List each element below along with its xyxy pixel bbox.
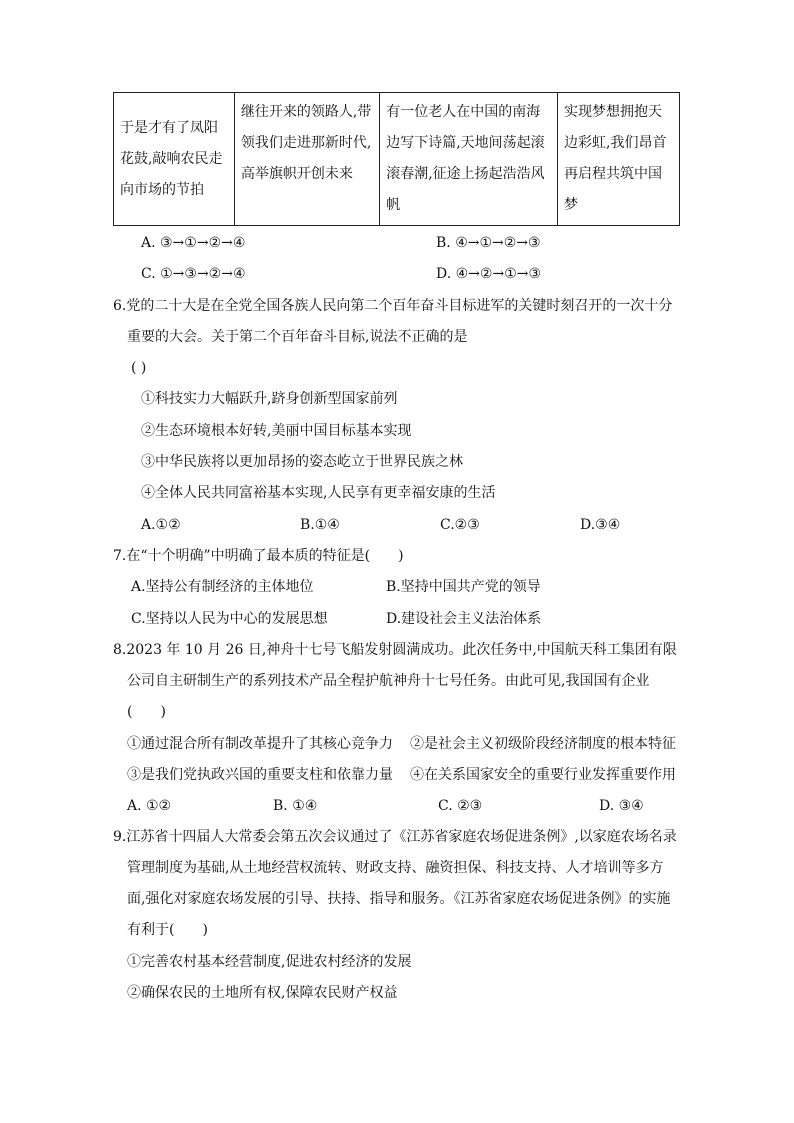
- q9-statement-1: ①完善农村基本经营制度,促进农村经济的发展: [127, 954, 412, 970]
- q7-option-c: C.坚持以人民为中心的发展思想: [131, 611, 328, 627]
- q8-option-b: B. ①④: [273, 798, 318, 814]
- q8-statement-4: ④在关系国家安全的重要行业发挥重要作用: [410, 767, 676, 783]
- q6-statement-3: ③中华民族将以更加昂扬的姿态屹立于世界民族之林: [141, 454, 463, 470]
- q5-option-c: C. ①→③→②→④: [141, 266, 246, 282]
- q9-stem-line3: 面,强化对家庭农场发展的引导、扶持、指导和服务。《江苏省家庭农场促进条例》的实施: [127, 891, 671, 907]
- q9-stem-line2: 管理制度为基础,从土地经营权流转、财政支持、融资担保、科技支持、人才培训等多方: [127, 860, 664, 876]
- table-cell-4: 实现梦想拥抱天边彩虹,我们昂首再启程共筑中国梦: [558, 93, 680, 226]
- q6-stem-line1: 6.党的二十大是在全党全国各族人民向第二个百年奋斗目标进军的关键时刻召开的一次十分: [113, 298, 673, 314]
- q5-option-b: B. ④→①→②→③: [436, 235, 541, 251]
- table-cell-1: 于是才有了凤阳花鼓,敲响农民走向市场的节拍: [114, 93, 235, 226]
- q6-option-d: D.③④: [580, 517, 621, 533]
- q7-option-d: D.建设社会主义法治体系: [386, 611, 542, 627]
- q8-stem-line2: 公司自主研制生产的系列技术产品全程护航神舟十七号任务。由此可见,我国国有企业: [127, 673, 650, 689]
- table-cell-3: 有一位老人在中国的南海边写下诗篇,天地间荡起滚滚春潮,征途上扬起浩浩风帆: [380, 93, 558, 226]
- q8-statement-2: ②是社会主义初级阶段经济制度的根本特征: [410, 736, 676, 752]
- q8-option-a: A. ①②: [127, 798, 172, 814]
- q9-stem-line4: 有利于( ): [127, 922, 208, 938]
- q8-stem-line1: 8.2023 年 10 月 26 日,神舟十七号飞船发射圆满成功。此次任务中,中国航天科工集团有限: [113, 642, 677, 658]
- lyrics-table: [113, 92, 680, 226]
- q9-stem-line1: 9.江苏省十四届人大常委会第五次会议通过了《江苏省家庭农场促进条例》,以家庭农场名录: [113, 829, 677, 845]
- table-row: [114, 93, 680, 226]
- q6-option-b: B.①④: [300, 517, 340, 533]
- q6-option-c: C.②③: [440, 517, 480, 533]
- q5-option-a: A. ③→①→②→④: [141, 235, 246, 251]
- q8-statement-1: ①通过混合所有制改革提升了其核心竞争力: [127, 736, 393, 752]
- q7-option-a: A.坚持公有制经济的主体地位: [131, 579, 314, 595]
- q8-statement-3: ③是我们党执政兴国的重要支柱和依靠力量: [127, 767, 393, 783]
- q5-option-d: D. ④→②→①→③: [436, 266, 542, 282]
- q8-answer-paren: ( ): [127, 704, 166, 720]
- table-cell-2: 继往开来的领路人,带领我们走进那新时代,高举旗帜开创未来: [234, 93, 379, 226]
- q6-stem-line2: 重要的大会。关于第二个百年奋斗目标,说法不正确的是: [127, 329, 468, 345]
- q7-stem: 7.在“十个明确”中明确了最本质的特征是( ): [113, 548, 404, 564]
- q6-statement-2: ②生态环境根本好转,美丽中国目标基本实现: [141, 423, 412, 439]
- q8-option-c: C. ②③: [438, 798, 483, 814]
- q9-statement-2: ②确保农民的土地所有权,保障农民财产权益: [127, 985, 398, 1001]
- q8-option-d: D. ③④: [599, 798, 644, 814]
- q6-answer-paren: ( ): [131, 360, 147, 376]
- q6-statement-1: ①科技实力大幅跃升,跻身创新型国家前列: [141, 391, 398, 407]
- q6-statement-4: ④全体人民共同富裕基本实现,人民享有更幸福安康的生活: [141, 485, 496, 501]
- q6-option-a: A.①②: [141, 517, 181, 533]
- q7-option-b: B.坚持中国共产党的领导: [386, 579, 541, 595]
